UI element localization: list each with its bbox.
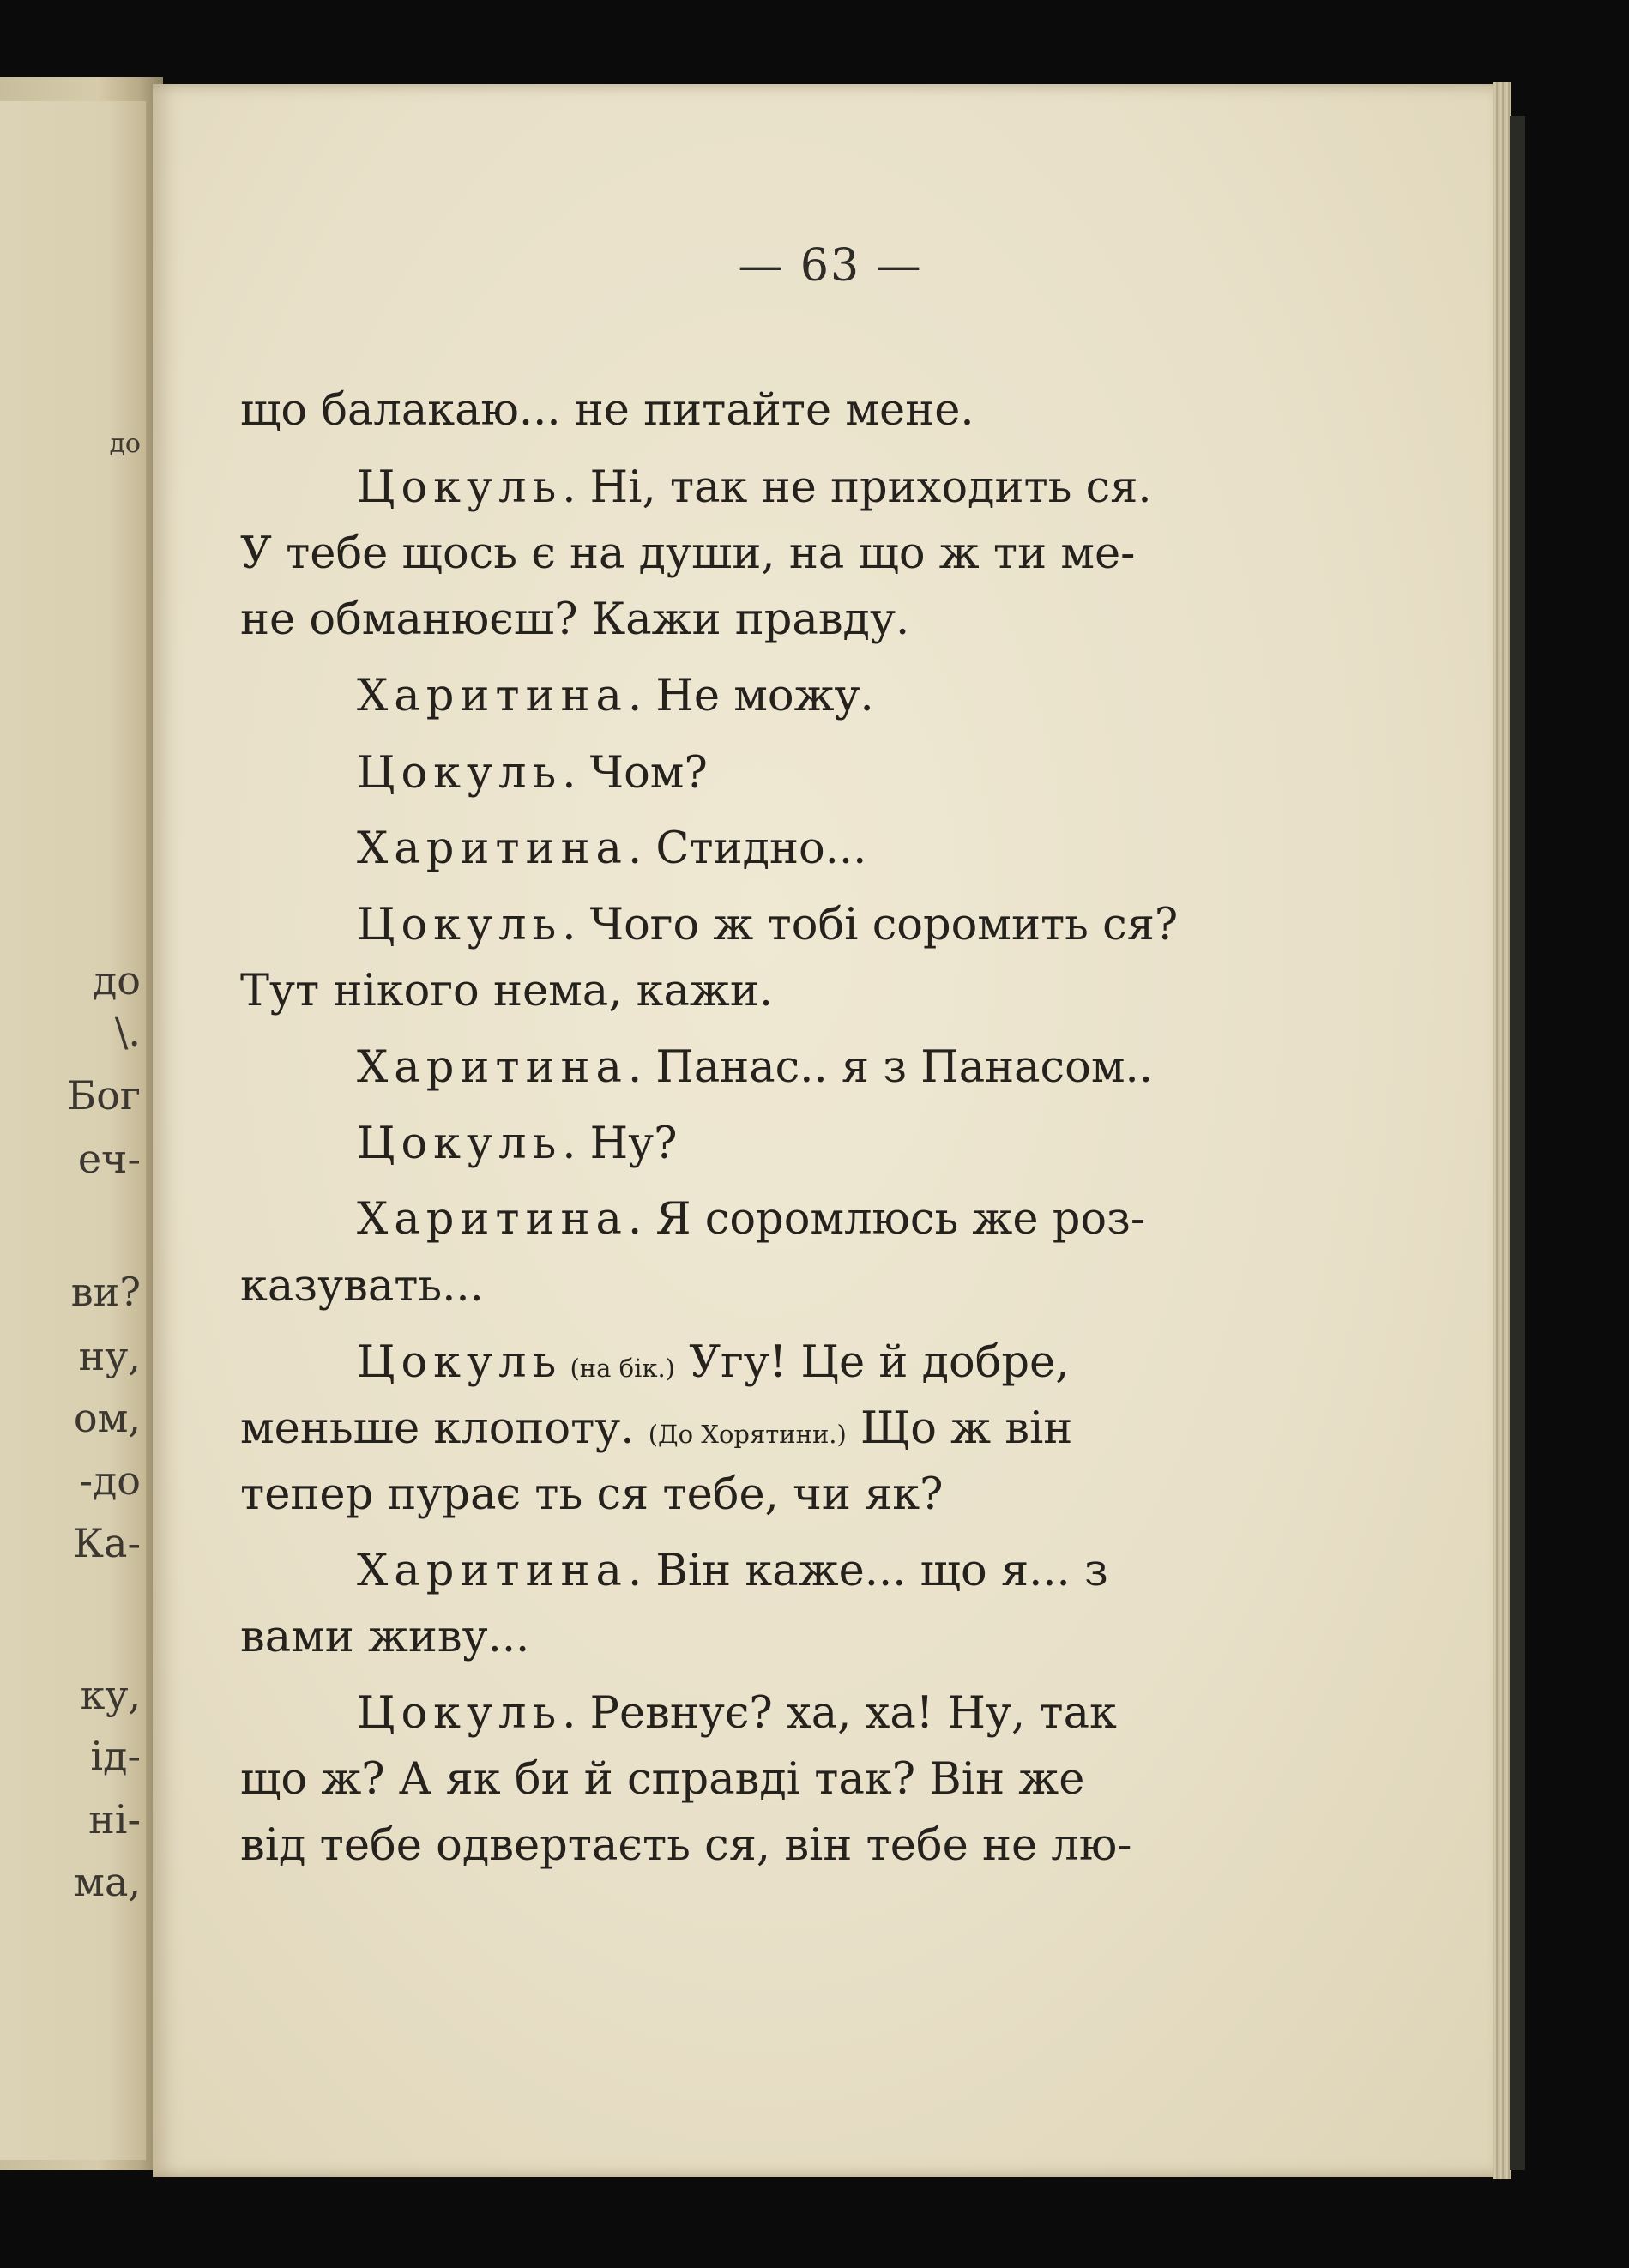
speaker-name: Цокуль (357, 748, 563, 799)
line-segment: . Ні, так не приходить ся. (562, 462, 1152, 513)
text-line (357, 1119, 678, 1169)
left-page-fragment: ід- (90, 1733, 141, 1779)
left-page-fragment: \. (114, 1009, 141, 1055)
speaker-name: Харитина (357, 671, 628, 721)
left-page-fragment: ма, (74, 1859, 141, 1905)
line-segment: казувать... (240, 1261, 484, 1312)
line-segment: . Стидно... (627, 823, 867, 874)
text-line (357, 900, 1179, 950)
stage-direction: (До Хорятини.) (648, 1420, 847, 1449)
text-line (240, 1403, 1073, 1454)
left-page-fragment: до (109, 429, 141, 459)
line-segment: що балакаю... не питайте мене. (240, 385, 974, 436)
left-page-fragment: ну, (78, 1333, 141, 1379)
speaker-name: Харитина (357, 1194, 628, 1245)
text-line (240, 966, 774, 1016)
line-segment: Тут нікого нема, кажи. (240, 966, 774, 1016)
line-segment: . Чом? (562, 748, 708, 799)
line-segment: що ж? А як би й справді так? Він же (240, 1754, 1085, 1805)
text-line (240, 385, 974, 436)
speaker-name: Харитина (357, 1042, 628, 1093)
text-line (357, 1194, 1146, 1245)
line-segment: не обманюєш? Кажи правду. (240, 594, 910, 645)
left-page (0, 101, 146, 2160)
left-page-fragment: ом, (73, 1395, 141, 1441)
page-edges (1493, 82, 1511, 2179)
speaker-name: Цокуль (357, 1119, 563, 1169)
line-segment: . Панас.. я з Панасом.. (627, 1042, 1153, 1093)
left-page-fragment: ні- (88, 1796, 141, 1843)
text-line (240, 1754, 1085, 1805)
left-page-fragment: до (92, 957, 141, 1004)
line-segment: . Ну? (562, 1119, 678, 1169)
text-line (357, 462, 1152, 513)
text-line (357, 1546, 1108, 1596)
line-segment: У тебе щось є на души, на що ж ти ме- (240, 528, 1136, 579)
text-line (357, 1042, 1153, 1093)
speaker-name: Харитина (357, 1546, 628, 1596)
line-segment: . Я соромлюсь же роз- (627, 1194, 1146, 1245)
text-line (240, 1612, 530, 1662)
line-segment: Угу! Це й добре, (675, 1337, 1070, 1388)
book-cover-edge (1510, 116, 1525, 2170)
speaker-name: Цокуль (357, 1688, 563, 1739)
text-line (357, 1337, 1070, 1388)
line-segment: тепер пурає ть ся тебе, чи як? (240, 1469, 944, 1520)
line-segment: . Він каже... що я... з (627, 1546, 1108, 1596)
line-segment: Що ж він (846, 1403, 1073, 1454)
line-segment: меньше клопоту. (240, 1403, 649, 1454)
left-page-fragment: ви? (70, 1269, 141, 1315)
line-segment: . Чого ж тобі соромить ся? (562, 900, 1179, 950)
speaker-name: Цокуль (357, 900, 563, 950)
left-page-fragment: еч- (77, 1136, 141, 1182)
speaker-name: Цокуль (357, 462, 563, 513)
text-line (240, 1261, 484, 1312)
text-line (240, 528, 1136, 579)
text-line (240, 1820, 1132, 1871)
line-segment: від тебе одвертаєть ся, він тебе не лю- (240, 1820, 1132, 1871)
left-page-fragment: Ка- (73, 1520, 141, 1566)
speaker-name: Цокуль (357, 1337, 563, 1388)
text-line (357, 748, 708, 799)
text-line (240, 594, 910, 645)
line-segment: . Не можу. (627, 671, 874, 721)
page-number: — 63 — (738, 240, 923, 292)
text-line (357, 671, 874, 721)
text-line (240, 1469, 944, 1520)
line-segment: вами живу... (240, 1612, 530, 1662)
stage-direction: (на бік.) (562, 1354, 675, 1383)
right-page (153, 84, 1508, 2177)
text-line (357, 1688, 1117, 1739)
line-segment: . Ревнує? ха, ха! Ну, так (562, 1688, 1117, 1739)
text-line (357, 823, 867, 874)
left-page-fragment: -до (79, 1457, 141, 1504)
left-page-fragment: Бог (67, 1072, 141, 1119)
left-page-fragment: ку, (80, 1672, 141, 1718)
speaker-name: Харитина (357, 823, 628, 874)
